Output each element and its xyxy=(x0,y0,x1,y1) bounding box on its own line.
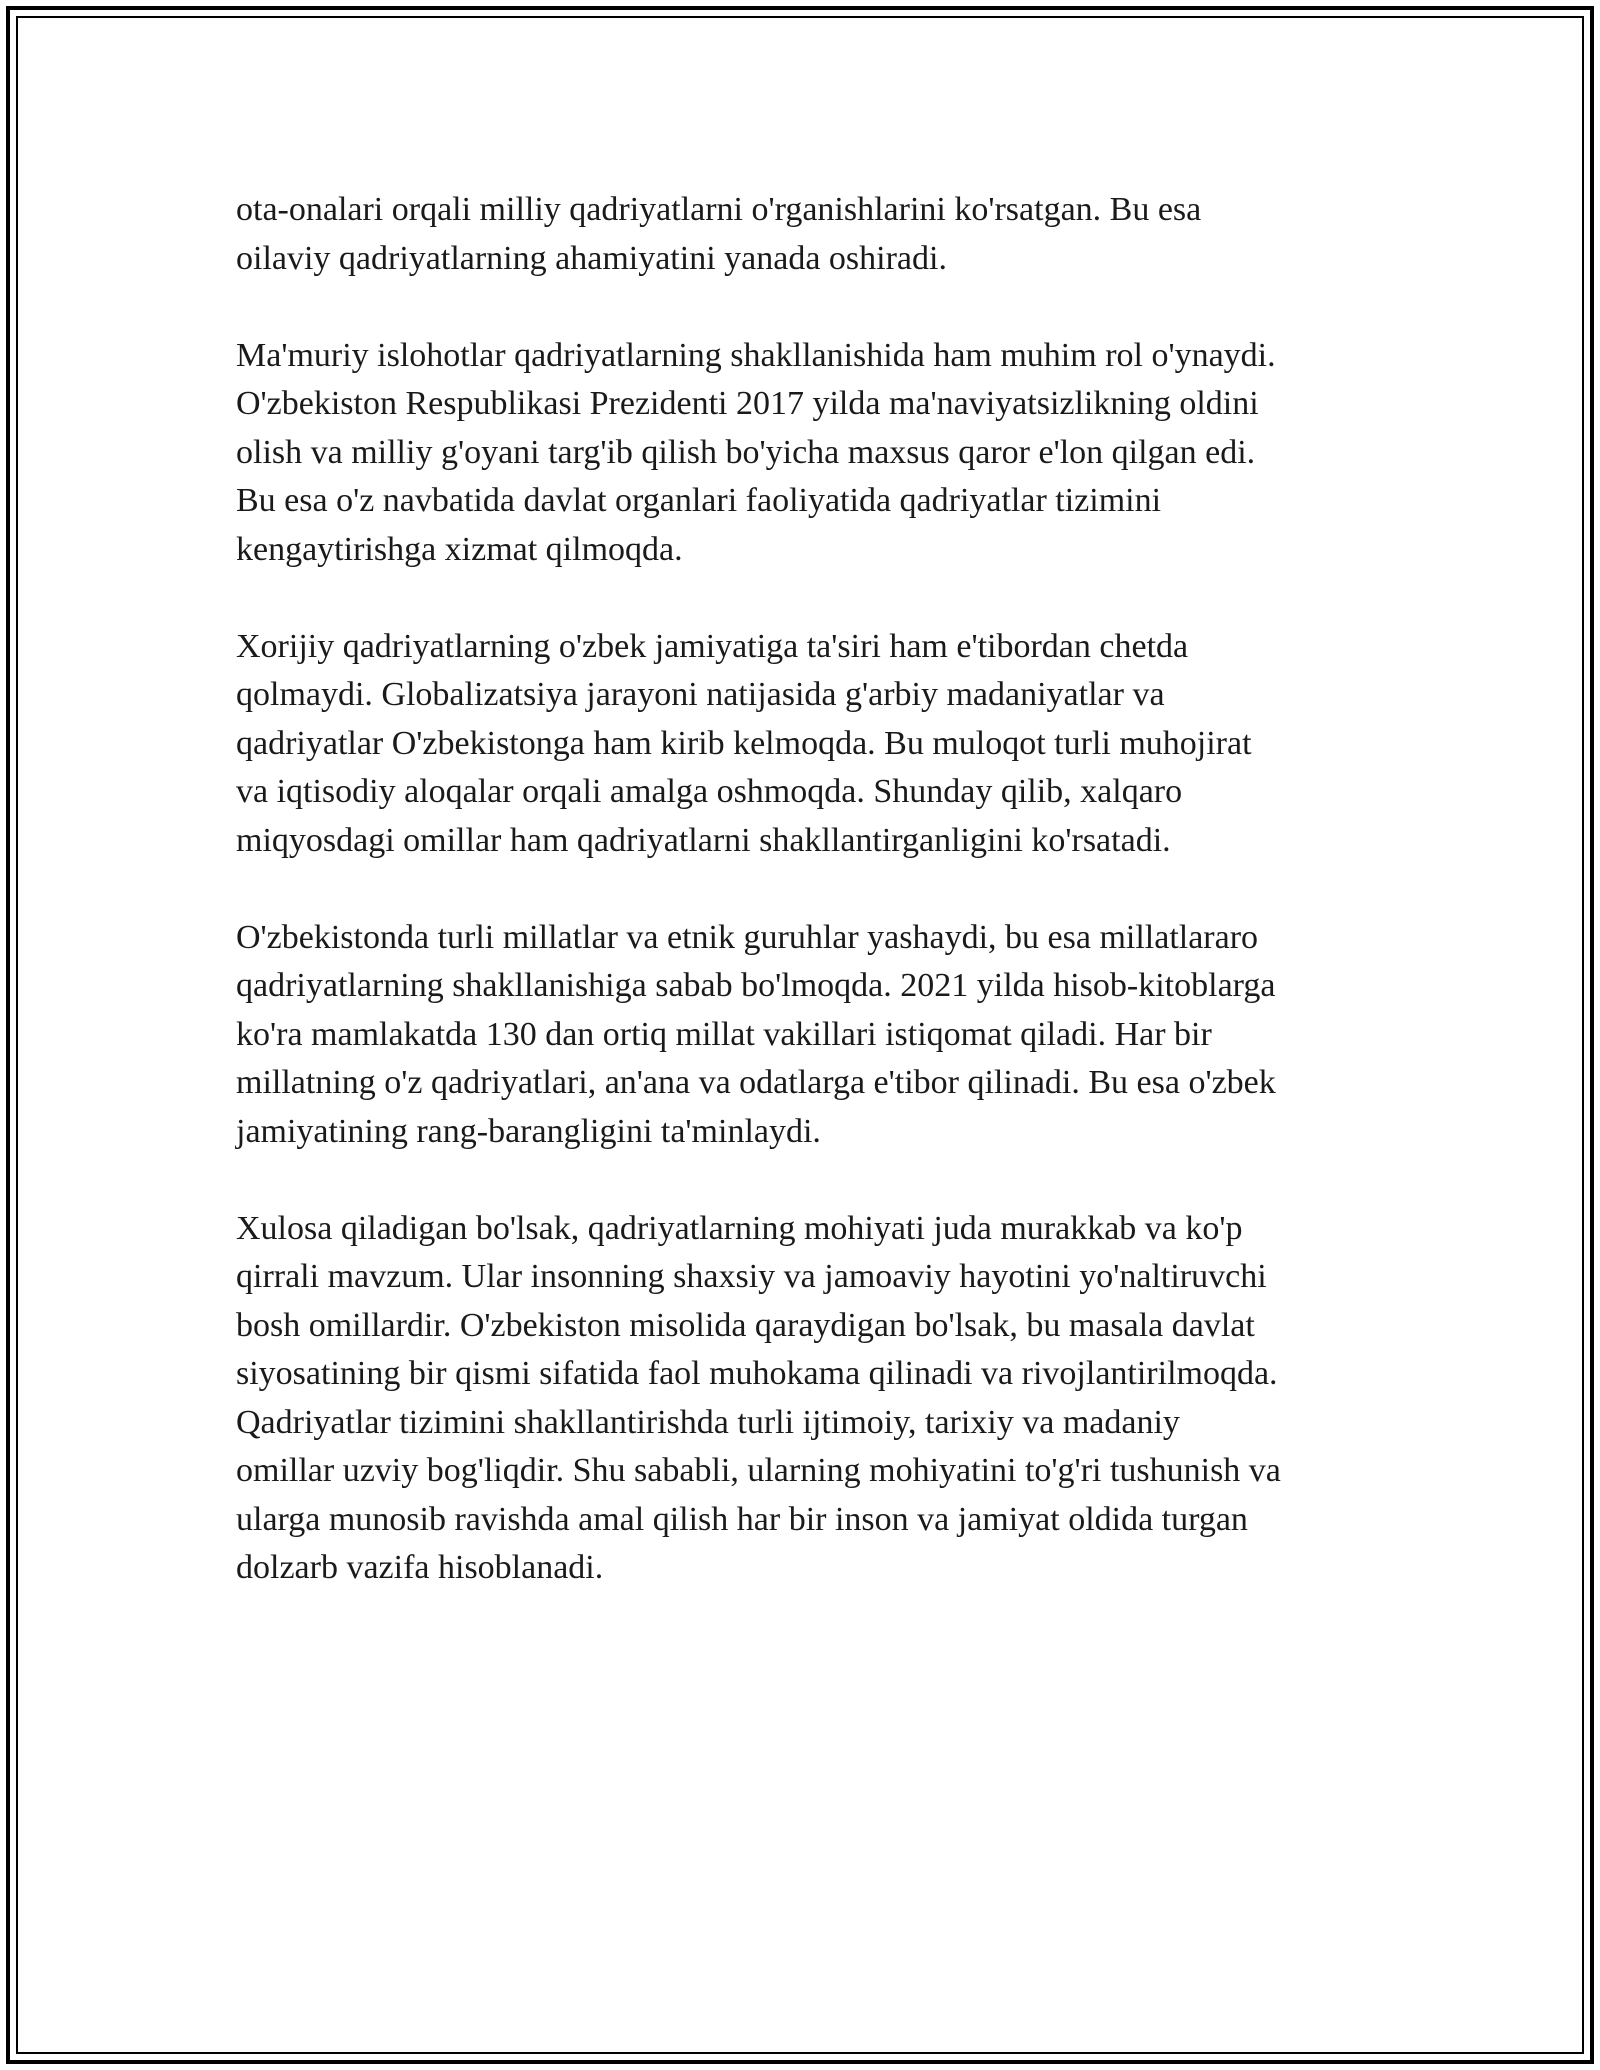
paragraph-conclusion: Xulosa qiladigan bo'lsak, qadriyatlarning mohiyati juda murakkab va ko'p qirrali mavzum. Ular insonning shaxsiy va jamoaviy hayotini yo'naltiruvchi bosh omillardir. O'zbekiston misolida qaraydigan bo'lsak, bu masala davlat siyosatining bir qismi sifatida faol muhokama qilinadi va rivojlantirilmoqda. Qadriyatlar tizimini shakllantirishda turli ijtimoiy, tarixiy va madaniy omillar uzviy bog'liqdir. Shu sababli, ularning mohiyatini to'g'ri tushunish va ularga munosib ravishda amal qilish har bir inson va jamiyat oldida turgan dolzarb vazifa hisoblanadi. xyxy=(236,1209,1281,1586)
paragraph-family-values: ota-onalari orqali milliy qadriyatlarni o'rganishlarini ko'rsatgan. Bu esa oilaviy qadriyatlarning ahamiyatini yanada oshiradi. xyxy=(236,191,1202,277)
paragraph-foreign-values: Xorijiy qadriyatlarning o'zbek jamiyatiga ta'siri ham e'tibordan chetda qolmaydi. Globalizatsiya jarayoni natijasida g'arbiy madaniyatlar va qadriyatlar O'zbekistonga ham kirib kelmoqda. Bu muloqot turli muhojirat va iqtisodiy aloqalar orqali amalga oshmoqda. Shunday qilib, xalqaro miqyosdagi omillar ham qadriyatlarni shakllantirganligini ko'rsatadi. xyxy=(236,627,1252,859)
document-body xyxy=(236,186,1386,1641)
paragraph-administrative-reforms: Ma'muriy islohotlar qadriyatlarning shakllanishida ham muhim rol o'ynaydi. O'zbekiston Respublikasi Prezidenti 2017 yilda ma'naviyatsizlikning oldini olish va milliy g'oyani targ'ib qilish bo'yicha maxsus qaror e'lon qilgan edi. Bu esa o'z navbatida davlat organlari faoliyatida qadriyatlar tizimini kengaytirishga xizmat qilmoqda. xyxy=(236,336,1276,568)
paragraph-ethnic-groups: O'zbekistonda turli millatlar va etnik guruhlar yashaydi, bu esa millatlararo qadriyatlarning shakllanishiga sabab bo'lmoqda. 2021 yilda hisob-kitoblarga ko'ra mamlakatda 130 dan ortiq millat vakillari istiqomat qiladi. Har bir millatning o'z qadriyatlari, an'ana va odatlarga e'tibor qilinadi. Bu esa o'zbek jamiyatining rang-barangligini ta'minlaydi. xyxy=(236,918,1276,1150)
